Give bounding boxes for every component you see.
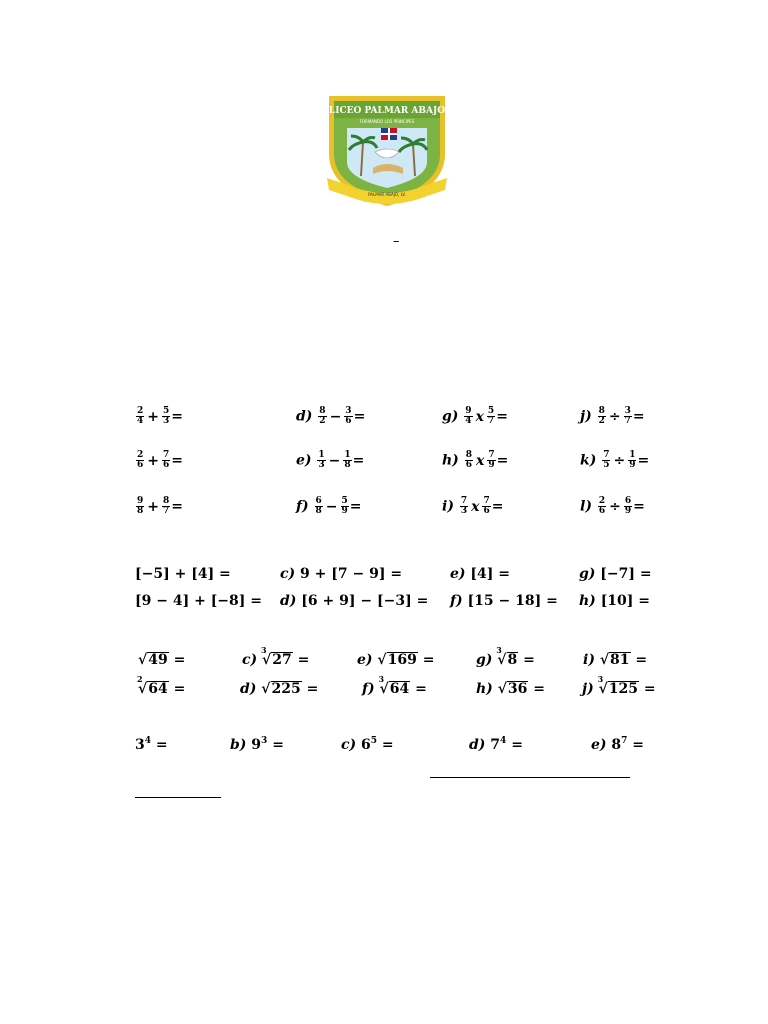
root-index: 3 [597,674,604,684]
radical-sign: √ [138,681,148,697]
exercise-label: c) [242,652,258,668]
fraction [162,451,170,470]
numerator: 6 [315,496,322,506]
root-index: 2 [137,674,143,684]
expression: [6 + 9] − [−3] = [301,593,429,609]
equals-sign: = [171,498,183,515]
denominator: 6 [483,506,490,516]
equals-sign: = [171,452,183,469]
bracket-exercise [280,594,428,608]
radical [261,681,301,696]
expression: [15 − 18] = [467,593,558,609]
operator: + [147,408,159,425]
denominator: 9 [629,460,636,470]
power-exercise [591,737,644,752]
root-exercise [137,674,186,697]
numerator: 5 [163,406,170,416]
exponent: 3 [261,736,268,746]
answer-line-left [135,797,221,798]
equals-sign: = [272,737,284,753]
numerator: 7 [488,450,495,460]
numerator: 8 [319,406,326,416]
operator: − [329,408,342,425]
root-exercise [476,681,545,696]
base: 3 [135,737,145,753]
equals-sign: = [381,737,394,753]
radicand: 64 [389,681,410,697]
bracket-exercise [450,594,558,608]
radical-sign: √ [377,652,387,668]
numerator: 1 [344,450,351,460]
numerator: 2 [137,450,144,460]
fraction [628,451,636,470]
root-exercise [362,674,427,697]
radical [138,652,169,667]
exercise-label: e) [296,452,312,469]
radical [378,674,411,697]
equals-sign: = [173,652,186,668]
bracket-exercise [450,567,510,581]
numerator: 7 [603,450,610,460]
equals-sign: = [352,452,365,469]
exercise-label: f) [362,681,375,697]
radicand: 49 [148,652,168,668]
root-index: 3 [261,645,267,655]
operator: x [475,408,484,425]
exercise-label: h) [476,681,493,697]
root-exercise [357,652,434,667]
operator: x [471,498,480,515]
equals-sign: = [632,408,645,425]
fraction [318,407,326,426]
numerator: 8 [598,406,605,416]
radicand: 125 [608,681,639,697]
fraction [460,497,468,516]
operator: + [147,452,159,469]
answer-line-right [430,777,630,778]
radical [498,681,529,696]
expression: [9 − 4] + [−8] = [135,593,263,609]
equals-sign: = [173,681,186,697]
fraction-exercise [580,497,645,516]
denominator: 9 [341,506,348,516]
logo-school-name: LICEO PALMAR ABAJO [328,106,446,116]
denominator: 6 [465,460,472,470]
expression: [10] = [600,593,651,609]
radical [137,674,169,697]
numerator: 7 [483,496,490,506]
radical-sign: √ [138,652,148,668]
denominator: 9 [488,460,495,470]
numerator: 9 [137,496,144,506]
fraction-exercise [135,497,183,516]
numerator: 9 [465,406,472,416]
radical [496,645,518,668]
fraction [464,407,472,426]
equals-sign: = [422,652,435,668]
numerator: 5 [341,496,348,506]
root-exercise [583,652,647,667]
exponent: 7 [621,736,628,746]
equals-sign: = [353,408,366,425]
numerator: 8 [465,450,472,460]
fraction [624,497,632,516]
power-exercise [469,737,523,752]
operator: x [475,452,485,469]
numerator: 3 [345,406,352,416]
exercise-label: e) [591,737,607,753]
radical-sign: √ [598,681,608,697]
numerator: 6 [624,496,632,506]
equals-sign: = [171,408,183,425]
numerator: 7 [460,496,468,506]
equals-sign: = [523,652,535,668]
radical-sign: √ [262,652,272,668]
numerator: 5 [487,406,495,416]
equals-sign: = [415,681,427,697]
equals-sign: = [632,737,645,753]
fraction [162,407,170,426]
radical [597,674,639,697]
exercise-label: g) [476,652,493,668]
exercise-label: k) [580,452,597,469]
exercise-label: c) [280,566,296,582]
logo-banner-text: PALMAR ABAJO, LV. [368,192,406,197]
radical-sign: √ [497,652,507,668]
numerator: 1 [318,450,325,460]
root-index: 3 [496,645,502,655]
denominator: 7 [163,506,170,516]
base: 8 [611,737,622,753]
radical [600,652,631,667]
exponent: 5 [370,736,378,746]
equals-sign: = [496,452,509,469]
denominator: 8 [137,506,144,516]
exercise-label: g) [579,566,596,582]
equals-sign: = [297,652,310,668]
radical-sign: √ [261,681,271,697]
denominator: 7 [624,416,631,426]
fraction [344,407,352,426]
fraction [465,451,473,470]
exercise-label: i) [583,652,595,668]
expression: [4] = [470,566,510,582]
fraction-exercise [135,451,183,470]
exercise-label: h) [579,593,596,609]
expression: [−5] + [4] = [135,566,231,582]
equals-sign: = [349,498,362,515]
fraction-exercise [580,451,649,470]
radicand: 8 [507,652,518,668]
fraction-exercise [442,451,508,470]
denominator: 4 [137,416,144,426]
bracket-exercise [135,594,262,608]
equals-sign: = [155,737,168,753]
exercise-label: h) [442,452,459,469]
title-dash: – [393,234,400,249]
exercise-label: f) [296,498,309,515]
equals-sign: = [533,681,545,697]
root-exercise [476,645,535,668]
root-exercise [138,652,185,667]
school-crest-logo [325,92,449,210]
denominator: 5 [603,460,610,470]
operator: ÷ [613,452,626,469]
denominator: 8 [315,506,322,516]
fraction-exercise [296,451,364,470]
equals-sign: = [496,408,508,425]
radicand: 64 [148,681,168,697]
bracket-exercise [579,567,652,581]
radical [377,652,417,667]
fraction-exercise [442,407,508,426]
denominator: 9 [624,506,632,516]
exercise-label: d) [469,737,486,753]
fraction [602,451,610,470]
exercise-label: i) [442,498,454,515]
denominator: 6 [598,506,606,516]
equals-sign: = [511,737,523,753]
fraction [315,497,323,516]
root-index: 3 [378,674,385,684]
exercise-label: e) [450,566,466,582]
denominator: 6 [345,416,352,426]
denominator: 2 [319,416,326,426]
exercise-label: c) [341,737,357,753]
exercise-label: j) [582,681,594,697]
exercise-label: j) [580,408,592,425]
power-exercise [230,737,284,752]
fraction [136,407,144,426]
numerator: 1 [629,450,636,460]
exercise-label: l) [580,498,592,515]
equals-sign: = [491,498,504,515]
fraction-exercise [442,497,503,516]
power-exercise [341,737,394,752]
fraction-exercise [580,407,645,426]
bracket-exercise [280,567,402,581]
fraction [317,451,325,470]
fraction [487,407,495,426]
radicand: 225 [271,681,301,697]
denominator: 6 [163,460,170,470]
fraction [482,497,490,516]
base: 6 [361,737,371,753]
base: 9 [251,737,262,753]
equals-sign: = [643,681,656,697]
root-exercise [242,645,310,668]
denominator: 2 [598,416,605,426]
fraction [162,497,170,516]
exercise-label: d) [280,593,297,609]
denominator: 3 [318,460,325,470]
fraction-exercise [296,497,362,516]
exercise-label: d) [296,408,313,425]
operator: ÷ [608,408,621,425]
numerator: 2 [598,496,606,506]
exercise-label: g) [442,408,459,425]
radical-sign: √ [599,652,610,668]
denominator: 3 [460,506,468,516]
fraction [598,497,606,516]
fraction [136,451,144,470]
radicand: 27 [272,652,292,668]
exercise-label: e) [357,652,373,668]
exercise-label: b) [230,737,247,753]
base: 7 [490,737,501,753]
fraction [343,451,351,470]
bracket-exercise [579,594,650,608]
radicand: 169 [387,652,417,668]
denominator: 6 [137,460,144,470]
radical-sign: √ [497,681,507,697]
expression: [−7] = [600,566,652,582]
fraction-exercise [135,407,183,426]
equals-sign: = [635,652,648,668]
radical [261,645,293,668]
exercise-label: f) [450,593,463,609]
logo-motto: FORMANDO LOS PRINCIPES [359,119,415,124]
fraction [136,497,144,516]
numerator: 7 [163,450,170,460]
bracket-exercise [135,567,231,581]
operator: − [328,452,341,469]
root-exercise [582,674,656,697]
operator: ÷ [609,498,621,515]
radicand: 81 [610,652,630,668]
equals-sign: = [633,498,645,515]
equals-sign: = [637,452,650,469]
denominator: 3 [163,416,170,426]
fraction [624,407,632,426]
denominator: 4 [465,416,472,426]
operator: − [325,498,338,515]
numerator: 2 [137,406,144,416]
exercise-label: d) [240,681,257,697]
equals-sign: = [306,681,319,697]
fraction-exercise [296,407,365,426]
radical-sign: √ [379,681,389,697]
denominator: 7 [487,416,495,426]
fraction [598,407,606,426]
operator: + [147,498,159,515]
numerator: 3 [624,406,631,416]
exponent: 4 [500,736,507,746]
denominator: 8 [344,460,351,470]
numerator: 8 [163,496,170,506]
fraction [341,497,349,516]
expression: 9 + [7 − 9] = [300,566,403,582]
exponent: 4 [144,736,152,746]
radicand: 36 [507,681,528,697]
power-exercise [135,737,168,752]
fraction [487,451,495,470]
root-exercise [240,681,318,696]
